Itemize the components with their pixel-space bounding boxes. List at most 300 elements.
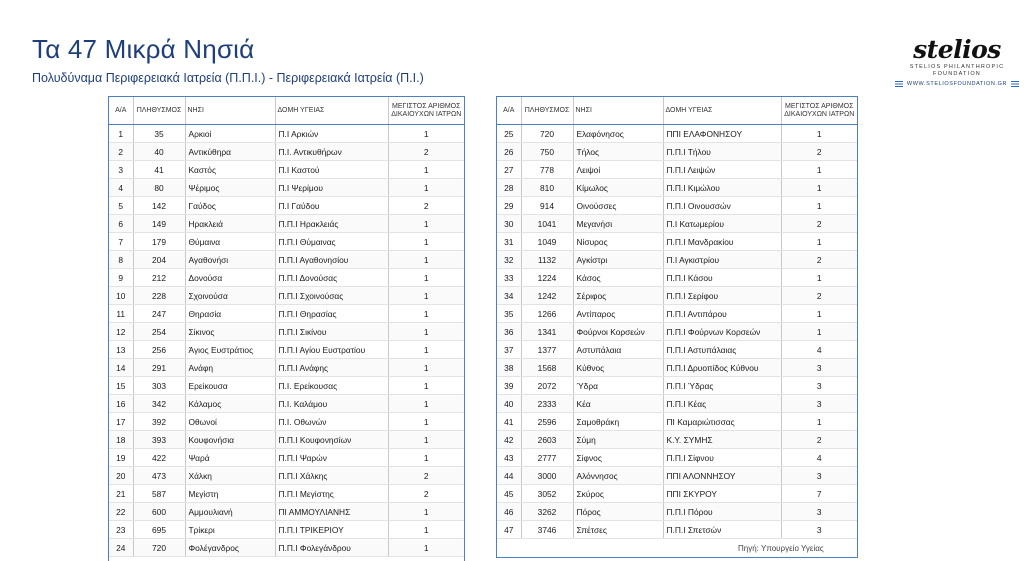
table-row [497,395,857,413]
cell-island: Κάλαμος [185,395,275,413]
cell-facility: Π.Ι Αγκιστρίου [663,251,781,269]
page-title: Τα 47 Μικρά Νησιά [32,34,255,64]
cell-island: Θηρασία [185,305,275,323]
cell-island: Κίμωλος [573,179,663,197]
cell-facility: Π.Ι Γαύδου [275,197,388,215]
cell-facility: Π.Π.Ι Αγαθονησίου [275,251,388,269]
table-row [109,359,464,377]
cell-doctors: 3 [781,467,857,485]
cell-island: Σκύρος [573,485,663,503]
table-row [497,143,857,161]
cell-facility: Π.Π.Ι Ψαρών [275,449,388,467]
cell-population: 2596 [521,413,573,431]
cell-population: 35 [133,125,185,143]
table-row [109,539,464,557]
cell-aa: 22 [109,503,133,521]
cell-population: 422 [133,449,185,467]
table-row [497,215,857,233]
cell-aa: 42 [497,431,521,449]
header-aa: Α/Α [497,97,521,125]
cell-facility: Π.Π.Ι Φούρνων Κορσεών [663,323,781,341]
cell-facility: Π.Π.Ι Φολεγάνδρου [275,539,388,557]
cell-aa: 5 [109,197,133,215]
cell-population: 2333 [521,395,573,413]
cell-aa: 4 [109,179,133,197]
cell-facility: Π.Π.Ι Δρυοπίδος Κύθνου [663,359,781,377]
islands-table-right [497,97,857,539]
table-row [109,485,464,503]
cell-aa: 40 [497,395,521,413]
table-row [497,125,857,143]
cell-aa: 13 [109,341,133,359]
cell-population: 720 [521,125,573,143]
cell-island: Ψαρά [185,449,275,467]
cell-population: 342 [133,395,185,413]
cell-island: Άγιος Ευστράτιος [185,341,275,359]
cell-doctors: 1 [388,413,464,431]
cell-facility: ΠΠΙ ΕΛΑΦΟΝΗΣΟΥ [663,125,781,143]
cell-aa: 3 [109,161,133,179]
cell-island: Σχοινούσα [185,287,275,305]
cell-facility: Π.Π.Ι ΤΡΙΚΕΡΙΟΥ [275,521,388,539]
cell-population: 142 [133,197,185,215]
cell-facility: Π.Π.Ι Κιμώλου [663,179,781,197]
cell-aa: 34 [497,287,521,305]
cell-island: Κύθνος [573,359,663,377]
cell-island: Ανάφη [185,359,275,377]
cell-facility: Π.Π.Ι Ηρακλειάς [275,215,388,233]
cell-aa: 1 [109,125,133,143]
table-header-row [109,97,464,125]
cell-island: Αντίπαρος [573,305,663,323]
cell-aa: 16 [109,395,133,413]
cell-facility: Π.Π.Ι Θύμαινας [275,233,388,251]
cell-population: 393 [133,431,185,449]
cell-facility: ΠΠΙ ΑΛΟΝΝΗΣΟΥ [663,467,781,485]
cell-island: Τήλος [573,143,663,161]
table-body-right [497,125,857,539]
cell-aa: 20 [109,467,133,485]
cell-doctors: 1 [388,521,464,539]
table-row [109,467,464,485]
cell-island: Ψέριμος [185,179,275,197]
cell-facility: Π.Ι. Ερείκουσας [275,377,388,395]
table-row [109,143,464,161]
cell-aa: 27 [497,161,521,179]
header-facility: ΔΟΜΗ ΥΓΕΙΑΣ [275,97,388,125]
cell-aa: 18 [109,431,133,449]
cell-aa: 24 [109,539,133,557]
cell-island: Οινούσσες [573,197,663,215]
cell-doctors: 2 [781,431,857,449]
table-row [109,503,464,521]
cell-island: Αμμουλιανή [185,503,275,521]
greek-flag-icon [895,81,903,87]
cell-population: 600 [133,503,185,521]
cell-population: 720 [133,539,185,557]
cell-population: 695 [133,521,185,539]
cell-doctors: 1 [388,233,464,251]
cell-island: Καστός [185,161,275,179]
cell-doctors: 1 [388,341,464,359]
table-row [497,323,857,341]
cell-aa: 6 [109,215,133,233]
cell-facility: Π.Π.Ι Σικίνου [275,323,388,341]
table-row [497,485,857,503]
header-facility: ΔΟΜΗ ΥΓΕΙΑΣ [663,97,781,125]
cell-island: Σπέτσες [573,521,663,539]
cell-island: Σίκινος [185,323,275,341]
header-doctors: ΜΕΓΙΣΤΟΣ ΑΡΙΘΜΟΣ ΔΙΚΑΙΟΥΧΩΝ ΙΑΤΡΩΝ [388,97,464,125]
table-row [109,305,464,323]
cell-facility: Π.Π.Ι Σίφνου [663,449,781,467]
cell-aa: 39 [497,377,521,395]
cell-facility: Π.Π.Ι Κέας [663,395,781,413]
cell-aa: 7 [109,233,133,251]
table-row [109,233,464,251]
table-row [497,467,857,485]
cell-facility: Π.Ι Αρκιών [275,125,388,143]
cell-doctors: 1 [388,179,464,197]
cell-population: 204 [133,251,185,269]
table-row [109,161,464,179]
table-row [109,341,464,359]
cell-aa: 47 [497,521,521,539]
cell-doctors: 1 [388,395,464,413]
table-row [109,413,464,431]
cell-doctors: 1 [388,323,464,341]
cell-doctors: 1 [781,179,857,197]
cell-aa: 9 [109,269,133,287]
cell-doctors: 1 [781,125,857,143]
cell-doctors: 1 [388,305,464,323]
cell-population: 41 [133,161,185,179]
table-row [497,251,857,269]
islands-table-left [109,97,464,557]
cell-doctors: 1 [781,323,857,341]
cell-island: Αρκιοί [185,125,275,143]
cell-doctors: 2 [388,143,464,161]
cell-aa: 8 [109,251,133,269]
table-row [109,449,464,467]
cell-population: 149 [133,215,185,233]
cell-doctors: 1 [388,359,464,377]
cell-doctors: 2 [388,485,464,503]
cell-doctors: 2 [388,467,464,485]
header-aa: Α/Α [109,97,133,125]
table-row [109,377,464,395]
cell-facility: ΠΠΙ ΣΚΥΡΟΥ [663,485,781,503]
cell-island: Αγαθονήσι [185,251,275,269]
logo-url-row [895,81,1019,87]
cell-facility: Π.Ι. Οθωνών [275,413,388,431]
cell-island: Φολέγανδρος [185,539,275,557]
cell-population: 778 [521,161,573,179]
logo-line1: STELIOS PHILANTHROPIC [909,64,1005,70]
table-row [109,197,464,215]
cell-facility: ΠΙ ΑΜΜΟΥΛΙΑΝΗΣ [275,503,388,521]
greek-flag-icon [1011,81,1019,87]
cell-aa: 21 [109,485,133,503]
cell-doctors: 3 [781,377,857,395]
cell-aa: 33 [497,269,521,287]
cell-aa: 12 [109,323,133,341]
cell-facility: Π.Π.Ι Κάσου [663,269,781,287]
cell-population: 1266 [521,305,573,323]
table-row [109,431,464,449]
table-row [497,503,857,521]
cell-facility: Π.Π.Ι Τήλου [663,143,781,161]
cell-doctors: 4 [781,341,857,359]
header-population: ΠΛΗΘΥΣΜΟΣ [521,97,573,125]
cell-aa: 19 [109,449,133,467]
cell-facility: Π.Ι Κατωμερίου [663,215,781,233]
cell-island: Αστυπάλαια [573,341,663,359]
cell-facility: Π.Π.Ι Αστυπάλαιας [663,341,781,359]
cell-island: Μεγίστη [185,485,275,503]
cell-doctors: 1 [781,305,857,323]
cell-population: 303 [133,377,185,395]
cell-population: 1049 [521,233,573,251]
cell-aa: 14 [109,359,133,377]
cell-doctors: 1 [781,233,857,251]
cell-doctors: 1 [388,269,464,287]
cell-doctors: 1 [388,161,464,179]
cell-doctors: 4 [781,449,857,467]
cell-population: 256 [133,341,185,359]
cell-doctors: 3 [781,359,857,377]
cell-facility: Π.Π.Ι Ύδρας [663,377,781,395]
cell-doctors: 2 [781,143,857,161]
cell-facility: Π.Π.Ι Χάλκης [275,467,388,485]
cell-population: 40 [133,143,185,161]
table-row [497,269,857,287]
table-row [109,125,464,143]
cell-island: Νίσυρος [573,233,663,251]
cell-aa: 37 [497,341,521,359]
cell-aa: 35 [497,305,521,323]
cell-island: Σύμη [573,431,663,449]
cell-island: Φούρνοι Κορσεών [573,323,663,341]
cell-doctors: 1 [388,251,464,269]
cell-population: 1132 [521,251,573,269]
cell-aa: 25 [497,125,521,143]
table-row [109,269,464,287]
cell-population: 810 [521,179,573,197]
page-subtitle: Πολυδύναμα Περιφερειακά Ιατρεία (Π.Π.Ι.) - Περιφερειακά Ιατρεία (Π.Ι.) [32,71,424,85]
cell-population: 291 [133,359,185,377]
cell-doctors: 1 [388,125,464,143]
cell-population: 473 [133,467,185,485]
cell-doctors: 1 [388,449,464,467]
cell-facility: Π.Ι. Αντικυθήρων [275,143,388,161]
cell-population: 1041 [521,215,573,233]
cell-island: Τρίκερι [185,521,275,539]
cell-facility: Π.Π.Ι Αγίου Ευστρατίου [275,341,388,359]
cell-doctors: 1 [781,197,857,215]
cell-population: 228 [133,287,185,305]
cell-island: Κάσος [573,269,663,287]
cell-aa: 26 [497,143,521,161]
cell-population: 1377 [521,341,573,359]
table-row [497,449,857,467]
cell-population: 1341 [521,323,573,341]
table-row [109,179,464,197]
cell-doctors: 1 [388,287,464,305]
header-island: ΝΗΣΙ [573,97,663,125]
cell-island: Γαύδος [185,197,275,215]
table-row [109,323,464,341]
header-population: ΠΛΗΘΥΣΜΟΣ [133,97,185,125]
cell-doctors: 1 [388,215,464,233]
cell-aa: 31 [497,233,521,251]
table-row [497,197,857,215]
cell-aa: 36 [497,323,521,341]
cell-island: Οθωνοί [185,413,275,431]
cell-doctors: 2 [781,251,857,269]
logo-wordmark: stelios [913,35,1001,64]
logo-line2: FOUNDATION [933,71,981,77]
cell-island: Σέριφος [573,287,663,305]
table-row [497,233,857,251]
header-doctors: ΜΕΓΙΣΤΟΣ ΑΡΙΘΜΟΣ ΔΙΚΑΙΟΥΧΩΝ ΙΑΤΡΩΝ [781,97,857,125]
cell-aa: 11 [109,305,133,323]
cell-population: 2777 [521,449,573,467]
stelios-logo [895,36,1019,87]
cell-facility: Π.Π.Ι Σπετσών [663,521,781,539]
cell-facility: Π.Ι Ψερίμου [275,179,388,197]
islands-table-right-panel [496,96,858,558]
cell-population: 2072 [521,377,573,395]
cell-island: Χάλκη [185,467,275,485]
cell-island: Σαμοθράκη [573,413,663,431]
cell-doctors: 3 [781,395,857,413]
cell-aa: 17 [109,413,133,431]
cell-doctors: 3 [781,521,857,539]
cell-island: Ερείκουσα [185,377,275,395]
cell-population: 254 [133,323,185,341]
cell-facility: Π.Π.Ι Θηρασίας [275,305,388,323]
table-row [497,377,857,395]
cell-facility: Π.Ι Καστού [275,161,388,179]
table-row [497,413,857,431]
cell-population: 1568 [521,359,573,377]
cell-doctors: 2 [781,287,857,305]
cell-island: Ύδρα [573,377,663,395]
table-row [497,341,857,359]
cell-population: 750 [521,143,573,161]
table-row [497,287,857,305]
cell-population: 914 [521,197,573,215]
cell-population: 2603 [521,431,573,449]
cell-facility: Π.Π.Ι Κουφονησίων [275,431,388,449]
cell-island: Ελαφόνησος [573,125,663,143]
cell-facility: Π.Π.Ι Οινουσσών [663,197,781,215]
table-row [497,359,857,377]
cell-facility: Π.Π.Ι Λειψών [663,161,781,179]
cell-island: Ηρακλειά [185,215,275,233]
cell-island: Αλόννησος [573,467,663,485]
cell-aa: 41 [497,413,521,431]
cell-island: Κουφονήσια [185,431,275,449]
cell-doctors: 1 [388,503,464,521]
cell-population: 1224 [521,269,573,287]
cell-aa: 38 [497,359,521,377]
cell-island: Πόρος [573,503,663,521]
cell-population: 179 [133,233,185,251]
cell-island: Δονούσα [185,269,275,287]
cell-island: Λειψοί [573,161,663,179]
cell-doctors: 2 [781,215,857,233]
cell-aa: 32 [497,251,521,269]
cell-facility: Π.Π.Ι Σχοινούσας [275,287,388,305]
cell-population: 3000 [521,467,573,485]
cell-aa: 15 [109,377,133,395]
cell-doctors: 7 [781,485,857,503]
cell-population: 587 [133,485,185,503]
cell-population: 3262 [521,503,573,521]
cell-population: 1242 [521,287,573,305]
table-row [497,161,857,179]
logo-url: WWW.STELIOSFOUNDATION.GR [906,81,1008,87]
cell-doctors: 1 [388,539,464,557]
cell-population: 247 [133,305,185,323]
table-body-left [109,125,464,557]
table-row [497,521,857,539]
cell-aa: 30 [497,215,521,233]
cell-population: 392 [133,413,185,431]
cell-doctors: 3 [781,503,857,521]
table-row [109,287,464,305]
cell-facility: Π.Π.Ι Αντιπάρου [663,305,781,323]
cell-facility: Π.Π.Ι Μανδρακίου [663,233,781,251]
cell-facility: Π.Π.Ι Ανάφης [275,359,388,377]
cell-aa: 29 [497,197,521,215]
cell-island: Σίφνος [573,449,663,467]
cell-population: 80 [133,179,185,197]
cell-aa: 46 [497,503,521,521]
table-row [109,521,464,539]
source-note: Πηγή: Υπουργείο Υγείας [738,544,824,553]
cell-facility: ΠΙ Καμαριώτισσας [663,413,781,431]
cell-island: Αντικύθηρα [185,143,275,161]
table-row [109,215,464,233]
cell-doctors: 1 [781,161,857,179]
cell-island: Κέα [573,395,663,413]
cell-facility: Π.Π.Ι Σερίφου [663,287,781,305]
table-row [109,395,464,413]
table-row [497,431,857,449]
cell-facility: Π.Ι. Καλάμου [275,395,388,413]
table-header-row [497,97,857,125]
islands-table-left-panel [108,96,465,561]
cell-aa: 44 [497,467,521,485]
cell-facility: Π.Π.Ι Μεγίστης [275,485,388,503]
cell-facility: Π.Π.Ι Πόρου [663,503,781,521]
table-row [109,251,464,269]
table-row [497,179,857,197]
header-island: ΝΗΣΙ [185,97,275,125]
table-row [497,305,857,323]
cell-aa: 45 [497,485,521,503]
cell-doctors: 2 [388,197,464,215]
cell-island: Μεγανήσι [573,215,663,233]
cell-aa: 2 [109,143,133,161]
cell-doctors: 1 [388,431,464,449]
cell-population: 3052 [521,485,573,503]
cell-doctors: 1 [781,269,857,287]
cell-population: 3746 [521,521,573,539]
